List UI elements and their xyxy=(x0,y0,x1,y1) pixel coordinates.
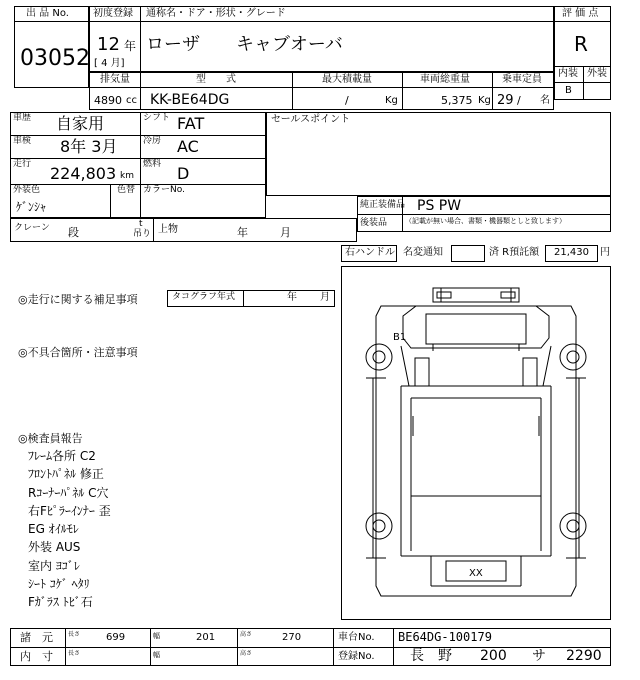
color-no-label: カラーNo. xyxy=(143,185,185,195)
load-unit: Kg xyxy=(385,95,398,106)
history-value: 自家用 xyxy=(56,114,105,133)
exterior-label: 外装 xyxy=(587,68,607,79)
sales-point-label: セールスポイント xyxy=(271,114,351,125)
weight-label: 車両総重量 xyxy=(420,74,470,85)
inspector-item: ﾌﾛﾝﾄﾊﾟﾈﾙ 修正 xyxy=(28,467,104,482)
load-label: 最大積載量 xyxy=(322,74,372,85)
reg-label: 初度登録 xyxy=(93,8,133,19)
reg-month: [ 4 月] xyxy=(94,58,125,69)
capacity-sep: / xyxy=(517,94,521,107)
crane-hoist: 吊り xyxy=(133,229,152,239)
weight-unit: Kg xyxy=(478,95,491,106)
reg-year: 12 xyxy=(97,34,120,55)
car-name: ローザ キャブオーバ xyxy=(146,34,343,55)
history-label: 車歴 xyxy=(13,113,32,123)
fuel-label: 燃料 xyxy=(143,159,162,169)
inspector-item: Rｺｰﾅｰﾊﾟﾈﾙ C穴 xyxy=(28,485,109,500)
inspection-value: 8年 3月 xyxy=(60,137,118,156)
color-shade-label: 色替 xyxy=(117,185,136,195)
car-name-label: 通称名・ドア・形状・グレード xyxy=(146,8,286,19)
aftermarket-label: 後装品 xyxy=(360,218,388,228)
inspector-item: 室内 ﾖｺﾞﾚ xyxy=(28,558,80,573)
interior-length-label: 長さ xyxy=(68,650,81,657)
aftermarket-note: （記載が無い場合、書類・機器類としと致します） xyxy=(405,217,566,225)
color-label: 外装色 xyxy=(13,185,41,195)
load-value: / xyxy=(345,94,349,107)
color-value: ｹﾞﾝｼｬ xyxy=(16,200,47,214)
inspector-item: 外装 AUS xyxy=(28,540,81,555)
capacity-value: 29 xyxy=(497,93,514,108)
inspector-list xyxy=(28,447,111,612)
lot-label: 出 品 No. xyxy=(26,8,69,19)
tax-label: 済 R預託額 xyxy=(489,247,540,258)
crane-lift-label: 上物 xyxy=(158,224,178,235)
plate-class: 200 xyxy=(480,648,507,664)
model-value: KK-BE64DG xyxy=(150,92,230,108)
grade-value: R xyxy=(574,32,588,56)
crane-month: 月 xyxy=(280,226,291,239)
plate-label: 登録No. xyxy=(338,651,375,662)
inspector-item: ﾌﾚｰﾑ各所 C2 xyxy=(28,449,96,463)
crane-stage: 段 xyxy=(68,226,79,239)
defects-label: ◎不具合箇所・注意事項 xyxy=(18,346,138,359)
tacho-month: 月 xyxy=(320,292,330,303)
ac-label: 冷房 xyxy=(143,136,162,146)
vehicle-diagram xyxy=(341,266,611,620)
mark-b1: B1 xyxy=(393,332,407,343)
inspector-item: Fｶﾞﾗｽ ﾄﾋﾞ石 xyxy=(28,595,93,610)
grade-label: 評 価 点 xyxy=(562,8,599,19)
chassis-label: 車台No. xyxy=(338,632,375,643)
inspector-item: EG ｵｲﾙﾓﾚ xyxy=(28,522,79,537)
reg-year-unit: 年 xyxy=(124,39,137,53)
height-value: 270 xyxy=(282,632,302,643)
shift-label: シフト xyxy=(143,113,171,123)
name-change-label: 名変通知 xyxy=(403,247,443,258)
crane-box xyxy=(10,218,357,242)
interior-dims-label: 内 寸 xyxy=(20,650,53,663)
weight-value: 5,375 xyxy=(441,94,473,107)
shift-value: FAT xyxy=(177,114,205,133)
interior-width-label: 幅 xyxy=(153,651,160,659)
crane-label: クレーン xyxy=(14,223,50,233)
equipment-label: 純正装備品 xyxy=(360,200,406,210)
details-box xyxy=(10,112,266,218)
displacement-value: 4890 xyxy=(94,94,122,107)
displacement-label: 排気量 xyxy=(100,74,130,85)
tacho-year: 年 xyxy=(287,292,297,303)
interior-label: 内装 xyxy=(558,68,578,79)
dims-label: 諸 元 xyxy=(20,631,53,644)
fuel-value: D xyxy=(177,164,190,183)
height-label: 高さ xyxy=(240,631,253,638)
lot-number: 03052 xyxy=(20,46,90,71)
inspector-item: ｼｰﾄ ｺｹﾞ ﾍﾀﾘ xyxy=(28,577,90,592)
crane-t: t xyxy=(139,219,143,229)
plate-region: 長 野 xyxy=(410,648,452,664)
capacity-unit: 名 xyxy=(540,95,550,106)
tax-value: 21,430 xyxy=(554,247,589,258)
displacement-unit: cc xyxy=(126,95,137,106)
plate-kana: サ xyxy=(532,648,546,664)
name-change-box xyxy=(451,245,485,262)
inspection-label: 車検 xyxy=(13,136,32,146)
tax-unit: 円 xyxy=(600,247,610,258)
length-value: 699 xyxy=(106,632,126,643)
length-label: 長さ xyxy=(68,631,81,638)
plate-number: 2290 xyxy=(566,648,602,664)
handle-text: 右ハンドル xyxy=(345,247,395,258)
equipment-value: PS PW xyxy=(417,198,462,214)
interior-height-label: 高さ xyxy=(240,650,253,657)
mileage-value: 224,803 xyxy=(50,164,117,183)
inspector-label: ◎検査員報告 xyxy=(18,432,83,445)
chassis-value: BE64DG-100179 xyxy=(398,630,492,644)
inspector-item: 右Fﾋﾟﾗｰｲﾝﾅｰ 歪 xyxy=(28,503,111,518)
capacity-label: 乗車定員 xyxy=(502,74,542,85)
tacho-label: タコグラフ年式 xyxy=(172,292,236,302)
interior-grade: B xyxy=(565,85,572,96)
width-value: 201 xyxy=(196,632,216,643)
mileage-label: 走行 xyxy=(13,159,32,169)
width-label: 幅 xyxy=(153,632,160,640)
crane-year: 年 xyxy=(237,226,248,239)
ac-value: AC xyxy=(177,137,199,156)
driving-remarks-label: ◎走行に関する補足事項 xyxy=(18,293,138,306)
mark-xx: XX xyxy=(469,568,483,579)
mileage-unit: km xyxy=(120,171,134,181)
model-label: 型 式 xyxy=(196,74,236,85)
